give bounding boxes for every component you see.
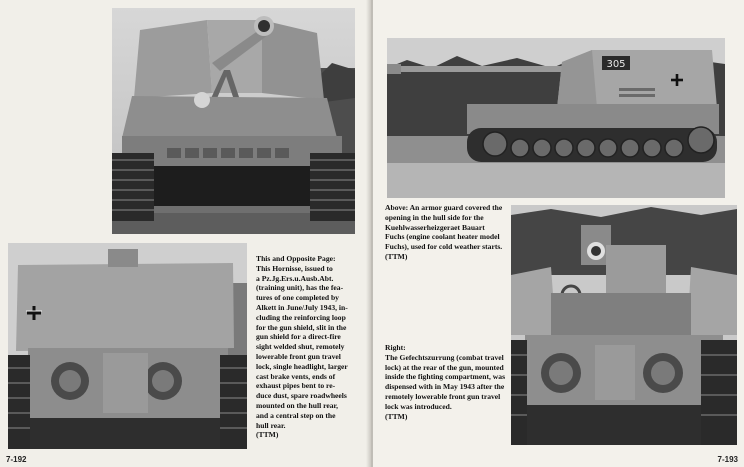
- left-page: [0, 0, 371, 467]
- caption-above: Above: An armor guard covered the opening in the hull side for the Kuehlwasserheizgeraet Bauart Fuchs (engine coolant heater model Fuchs), used for cold weather starts. (TTM): [385, 203, 503, 261]
- vehicle-number: 305: [606, 59, 626, 70]
- page-number-left: 7-192: [6, 455, 27, 464]
- photo-side-view: [387, 38, 725, 198]
- caption-left: This and Opposite Page: This Hornisse, issued to a Pz.Jg.Ers.u.Ausb.Abt. (training unit), has the fea- tures of one completed by Alkett in June/July 1943, in- cluding the reinforcing loop for the gun shield, slit in the gun shield for a direct-fire sight welded shut, remotely lowerable front gun travel lock, single headlight, larger cast brake vents, ends of exhaust pipes bent to re- duce dust, spare roadwheels mounted on the hull rear, and a central step on the hull rear. (TTM): [256, 254, 348, 440]
- photo-front-view: [112, 8, 355, 234]
- caption-right: Right: The Gefechtszurrung (combat travel lock) at the rear of the gun, mounted inside the fighting compartment, was dispensed with in May 1943 after the remotely lowerable front gun travel lock was introduced. (TTM): [385, 343, 506, 421]
- photo-rear-view: [8, 243, 247, 449]
- photo-rear-compartment: [511, 205, 737, 445]
- right-page: [373, 0, 744, 467]
- page-number-right: 7-193: [717, 455, 738, 464]
